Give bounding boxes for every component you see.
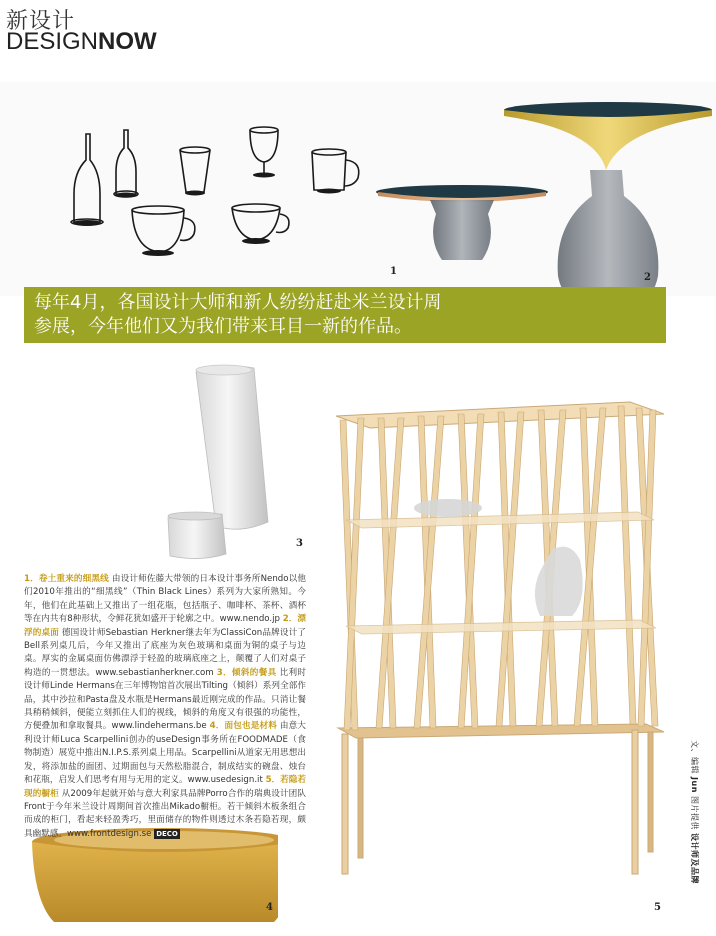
photo-credit [689,740,700,884]
section-3-title: 3．倾斜的餐具 [216,667,277,678]
credit-name: Jun [690,777,699,793]
figure-number-5: 5 [654,902,661,913]
credit-source: 设计师及品牌 [690,833,699,885]
section-title-cn: 新设计 [6,9,76,34]
tilting-tableware-photo [160,358,310,568]
section-4-title: 4．面包也是材料 [209,721,277,732]
title-en-prefix: DESIGN [6,28,99,55]
credit-prefix: 文、编辑 [690,740,699,778]
section-5-text: 从2009年起就开始与意大利家具品牌Porro合作的瑞典设计团队Front于今年米兰设计周期间首次推出Mikado橱柜。若干倾斜木板条组合而成的柜门，看起来轻盈秀巧，里面储存的物件则透过木条若隐若现，颇具幽默感。www.frontdesign.se [24,788,306,839]
figure-number-3: 3 [296,538,303,549]
section-3-text: 比利时设计师Linde Hermans在三年博物馆首次展出Tilting（倾斜）系列全部作品，其中沙拉和Pasta盘及水瓶是Hermans最近刚完成的作品。只消让餐具稍稍倾斜，便能立刻抓住人们的视线，倾斜的角度又有很强的功能性，方便叠加和拿取餐具。www.lindehermans.be [24,667,307,732]
article-body [24,573,306,841]
deco-logo: DECO [156,829,178,838]
section-title-en [6,28,157,56]
figure-number-4: 4 [266,902,273,913]
section-2-text: 德国设计师Sebastian Herkner继去年为ClassiCon品牌设计了Bell系列桌几后，今年又推出了底座为灰色玻璃和桌面为铜的桌子与边桌。厚实的金属桌面仿佛漂浮于轻盈的玻璃底座之上，颠覆了人们对桌子构造的一贯想法。www.sebastianherkner.com [24,627,306,678]
section-1-title: 1．卷土重来的细黑线 [24,574,109,584]
title-en-suffix: NOW [98,28,157,55]
banner-line-1: 每年4月，各国设计大师和新人纷纷赶赴米兰设计周 [34,292,442,313]
figure-number-1: 1 [390,266,397,277]
headline-banner [24,287,666,343]
mikado-cabinet-photo [318,380,698,900]
figure-number-2: 2 [644,272,651,283]
section-4-text: 由意大利设计师Luca Scarpellini创办的useDesign事务所在FOODMADE（食物制造）展览中推出N.I.P.S.系列桌上用品。Scarpellini从道家无用思想出发，将添加盐的面团、过期面包与天然松脂混合，制成结实的碗盘、烛台和花瓶，启发人们思考有用与无用的定义。www.usedesign.it [24,721,306,786]
section-5-title: 5．若隐若现的橱柜 [24,775,306,799]
section-1-text: 由设计师佐藤大带领的日本设计事务所Nendo以他们2010年推出的“细黑线”（Thin Black Lines）系列为大家所熟知。今年，他们在此基础上又推出了一组花瓶，包括瓶子、咖啡杯、茶杯、酒杯等在内共有8种形状，令鲜花犹如盛开于轮廓之中。www.nendo.jp [24,574,306,625]
banner-line-2: 参展，今年他们又为我们带来耳目一新的作品。 [34,316,412,337]
section-2-title: 2．漂浮的桌面 [24,614,306,638]
credit-mid: 图片提供 [690,792,699,834]
